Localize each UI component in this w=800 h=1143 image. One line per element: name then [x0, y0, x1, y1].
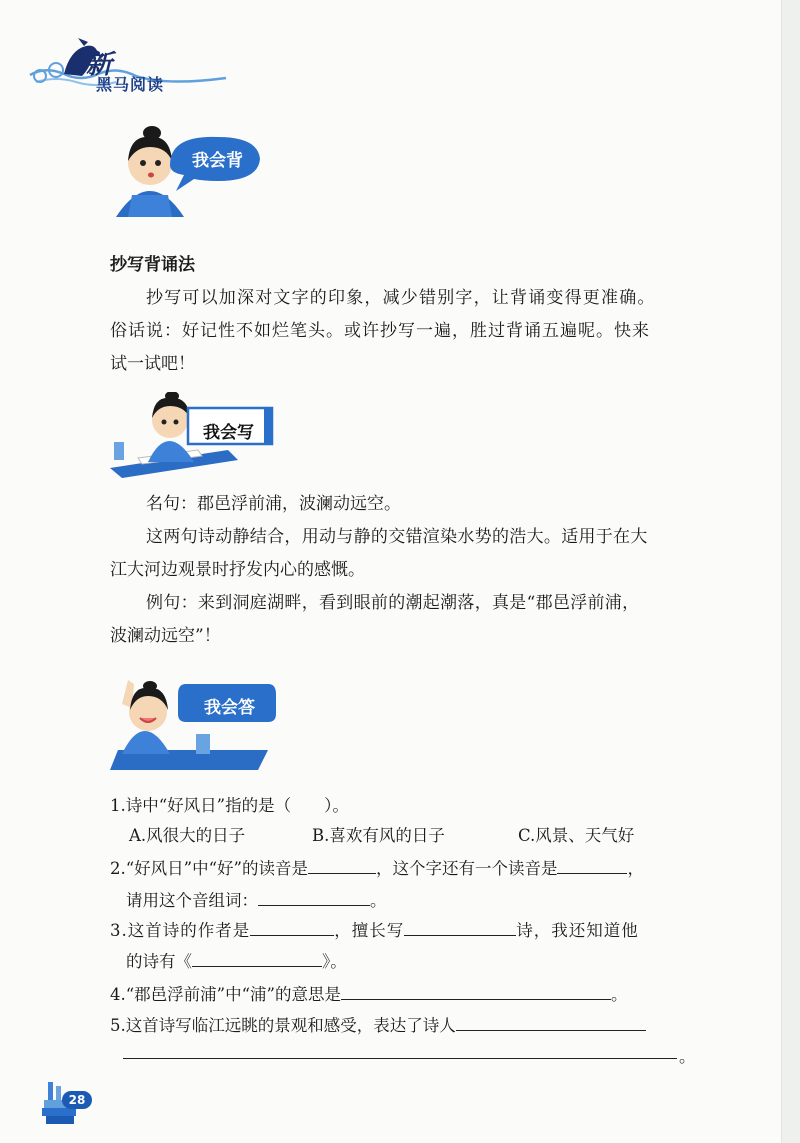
badge-write: 我会写	[203, 423, 254, 443]
question-2-text-c: ，	[627, 859, 644, 878]
question-2-line-1	[110, 855, 644, 879]
writing-child-illustration-icon	[108, 392, 288, 482]
question-5	[110, 1012, 646, 1036]
answering-child-illustration-icon	[108, 674, 278, 774]
question-5-text-a: 5.这首诗写临江远眺的景观和感受，表达了诗人	[110, 1016, 456, 1035]
reading-child-illustration-icon	[108, 125, 278, 225]
question-4-text-b: 。	[610, 985, 628, 1004]
page-number: 28	[62, 1091, 92, 1109]
question-4-text-a: 4.“郡邑浮前浦”中“浦”的意思是	[110, 985, 341, 1004]
question-2-text-a: 2.“好风日”中“好”的读音是	[110, 859, 308, 878]
question-3-line-1	[110, 917, 639, 941]
logo-char: 新	[86, 50, 113, 80]
question-2-text-e: 。	[370, 891, 387, 910]
write-line-5: 波澜动远空”！	[110, 626, 221, 646]
question-3-text-a: 3.这首诗的作者是	[110, 921, 251, 940]
answer-blank-poem-genre[interactable]	[404, 917, 516, 936]
answer-blank-other-pronunciation[interactable]	[557, 855, 627, 874]
recite-line-1: 抄写可以加深对文字的印象，减少错别字，让背诵变得更准确。	[146, 288, 656, 308]
write-line-3: 江大河边观景时抒发内心的感慨。	[110, 560, 365, 580]
question-3-text-d: 的诗有《	[126, 952, 192, 971]
question-1-option-a[interactable]: A.风很大的日子	[129, 826, 246, 845]
write-line-2: 这两句诗动静结合，用动与静的交错渲染水势的浩大。适用于在大	[146, 527, 648, 547]
question-4	[110, 981, 627, 1005]
write-line-4: 例句：来到洞庭湖畔，看到眼前的潮起潮落，真是“郡邑浮前浦，	[146, 593, 640, 613]
question-2-text-d: 请用这个音组词：	[126, 891, 258, 910]
method-title: 抄写背诵法	[110, 255, 195, 275]
question-1-option-b[interactable]: B.喜欢有风的日子	[312, 826, 445, 845]
question-3-text-e: 》。	[322, 952, 347, 971]
question-1-text: 1.诗中“好风日”指的是（ ）。	[110, 796, 349, 815]
recite-line-2: 俗话说：好记性不如烂笔头。或许抄写一遍，胜过背诵五遍呢。快来	[110, 321, 650, 341]
answer-blank-meaning[interactable]	[341, 981, 611, 1000]
question-1	[110, 792, 349, 816]
recite-line-3: 试一试吧！	[110, 354, 195, 374]
question-2-text-b: ，这个字还有一个读音是	[375, 859, 558, 878]
question-3-text-b: ，擅长写	[334, 921, 405, 940]
write-line-1: 名句：郡邑浮前浦，波澜动远空。	[146, 494, 401, 514]
series-logo	[26, 30, 266, 100]
question-5-text-b: 。	[679, 1047, 696, 1066]
question-1-option-c[interactable]: C.风景、天气好	[518, 826, 635, 845]
answer-blank-pronunciation[interactable]	[308, 855, 376, 874]
answer-blank-author[interactable]	[250, 917, 334, 936]
series-title: 黑马阅读	[96, 75, 165, 94]
answer-blank-feeling-1[interactable]	[456, 1012, 646, 1031]
answer-line-feeling-2[interactable]	[123, 1040, 677, 1059]
question-2-line-2	[126, 887, 387, 911]
badge-answer: 我会答	[204, 698, 255, 718]
question-3-line-2	[126, 948, 347, 972]
badge-recite: 我会背	[192, 151, 243, 171]
question-3-text-c: 诗，我还知道他	[516, 921, 639, 940]
page-edge	[781, 0, 800, 1143]
answer-blank-word[interactable]	[258, 887, 370, 906]
answer-blank-poem-title[interactable]	[192, 948, 322, 967]
